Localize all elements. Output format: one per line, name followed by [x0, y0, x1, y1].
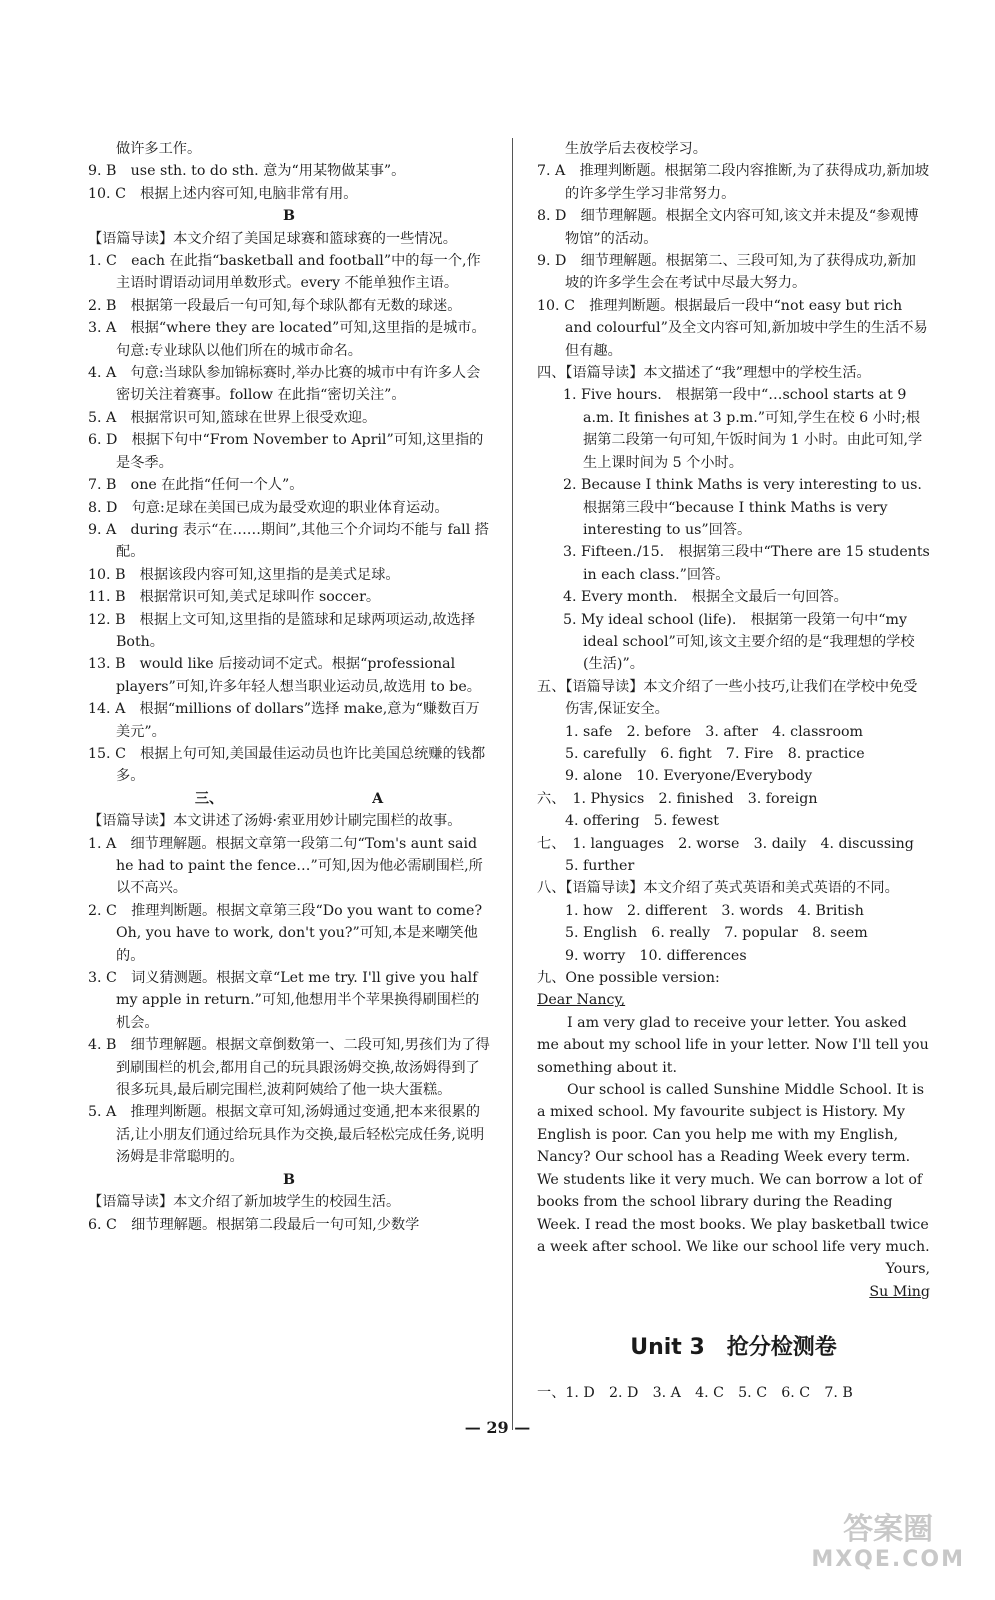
right-text-line: 1. how 2. different 3. words 4. British — [565, 902, 864, 919]
left-text-line: 5. A 推理判断题。根据文章可知,汤姆通过变通,把本来很累的活,让小朋友们通过给玩具作为交换,最后轻松完成任务,说明汤姆是非常聪明的。 — [88, 1104, 485, 1166]
left-text-line: 11. B 根据常识可知,美式足球叫作 soccer。 — [88, 589, 381, 606]
right-text-line: 5. carefully 6. fight 7. Fire 8. practice — [565, 745, 865, 762]
right-text-line: Our school is called Sunshine Middle School. It is a mixed school. My favourite subject is History. My English is poor. Can you help me with my English, Nancy? Our school has a Reading Week every term. We students like it very much. We can borrow a lot of books from the school library during the Reading Week. I read the most books. We play basketball twice a week after school. We like our school life very much. — [537, 1082, 930, 1255]
right-text-line: 生放学后去夜校学习。 — [565, 141, 707, 157]
right-text-line: I am very glad to receive your letter. You asked me about my school life in your letter. Now I'll tell you something about it. — [537, 1014, 929, 1076]
left-text-line: 1. A 细节理解题。根据文章第一段第二句“Tom's aunt said he had to paint the fence…”可知,因为他必需刷围栏,所以不高兴。 — [88, 835, 483, 897]
right-text-line: 4. Every month. 根据全文最后一句回答。 — [563, 589, 848, 606]
column-divider — [512, 138, 513, 1430]
right-text-line: Yours, — [885, 1261, 930, 1278]
right-text-line: 9. alone 10. Everyone/Everybody — [565, 768, 813, 785]
left-text-line: 2. B 根据第一段最后一句可知,每个球队都有无数的球迷。 — [88, 297, 462, 314]
left-text-line: 【语篇导读】本文讲述了汤姆·索亚用妙计刷完围栏的故事。 — [88, 813, 462, 830]
watermark-sub: MXQE.COM — [811, 1547, 965, 1572]
left-text-line: 15. C 根据上句可知,美国最佳运动员也许比美国总统赚的钱都多。 — [88, 745, 486, 785]
left-text-line: 1. C each 在此指“basketball and football”中的每一个,作主语时谓语动词用单数形式。every 不能单独作主语。 — [88, 253, 481, 292]
watermark-logo — [811, 1512, 965, 1575]
unit-title: Unit 3 抢分检测卷 — [630, 1335, 837, 1360]
answers-line: 一、1. D 2. D 3. A 4. C 5. C 6. C 7. B — [537, 1385, 853, 1401]
left-text-line: 4. A 句意:当球队参加锦标赛时,举办比赛的城市中有许多人会密切关注着赛事。follow 在此指“密切关注”。 — [88, 365, 481, 404]
left-text-line: 9. A during 表示“在……期间”,其他三个介词均不能与 fall 搭配。 — [88, 521, 489, 561]
right-text-line: 五、【语篇导读】本文介绍了一些小技巧,让我们在学校中免受伤害,保证安全。 — [537, 678, 918, 718]
left-text-line: 3. A 根据“where they are located”可知,这里指的是城市。句意:专业球队以他们所在的城市命名。 — [88, 320, 486, 359]
right-column — [537, 138, 937, 1303]
right-text-line: 9. worry 10. differences — [565, 947, 747, 964]
left-text-line: 【语篇导读】本文介绍了美国足球赛和篮球赛的一些情况。 — [88, 230, 457, 247]
left-text-line: 6. D 根据下句中“From November to April”可知,这里指的是冬季。 — [88, 432, 484, 471]
left-text-line: 【语篇导读】本文介绍了新加坡学生的校园生活。 — [88, 1194, 401, 1211]
right-text-line: 八、【语篇导读】本文介绍了英式英语和美式英语的不同。 — [537, 880, 899, 897]
left-text-line: 2. C 推理判断题。根据文章第三段“Do you want to come? Oh, you have to work, don't you?”可知,本是来嘲笑他的。 — [88, 902, 483, 964]
left-text-line: 10. C 根据上述内容可知,电脑非常有用。 — [88, 185, 358, 202]
right-text-line: 四、【语篇导读】本文描述了“我”理想中的学校生活。 — [537, 365, 871, 382]
left-text-line: 三、 A — [194, 790, 384, 807]
left-text-line: 12. B 根据上文可知,这里指的是篮球和足球两项运动,故选择 Both。 — [88, 611, 476, 650]
left-text-line: B — [283, 1171, 295, 1188]
left-text-line: 14. A 根据“millions of dollars”选择 make,意为“赚数百万美元”。 — [88, 701, 480, 740]
left-text-line: 10. B 根据该段内容可知,这里指的是美式足球。 — [88, 566, 400, 583]
left-text-line: 9. B use sth. to do sth. 意为“用某物做某事”。 — [88, 163, 406, 180]
left-text-line: 6. C 细节理解题。根据第二段最后一句可知,少数学 — [88, 1216, 420, 1233]
left-text-line: 8. D 句意:足球在美国已成为最受欢迎的职业体育运动。 — [88, 499, 449, 516]
right-text-line: 7. A 推理判断题。根据第二段内容推断,为了获得成功,新加坡的许多学生学习非常努力。 — [537, 163, 930, 202]
left-column — [88, 138, 490, 1236]
left-text-line: 3. C 词义猜测题。根据文章“Let me try. I'll give you half my apple in return.”可知,他想用半个苹果换得刷围栏的机会。 — [88, 970, 480, 1031]
right-text-line: Dear Nancy, — [537, 992, 626, 1009]
watermark-main: 答案圈 — [843, 1512, 934, 1547]
right-text-line: Su Ming — [869, 1283, 930, 1300]
right-text-line: 1. safe 2. before 3. after 4. classroom — [565, 723, 863, 740]
right-text-line: 七、 1. languages 2. worse 3. daily 4. discussing — [537, 835, 914, 852]
right-text-line: 5. English 6. really 7. popular 8. seem — [565, 925, 868, 942]
right-text-line: 4. offering 5. fewest — [565, 813, 720, 830]
right-text-line: 5. further — [565, 858, 635, 874]
right-text-line: 5. My ideal school (life). 根据第一段第一句中“my ideal school”可知,该文主要介绍的是“我理想的学校(生活)”。 — [563, 611, 915, 673]
left-text-line: 做许多工作。 — [116, 141, 202, 157]
right-text-line: 2. Because I think Maths is very interesting to us. 根据第三段中“because I think Maths is very interesting to us”回答。 — [563, 477, 937, 538]
right-text-line: 3. Fifteen./15. 根据第三段中“There are 15 students in each class.”回答。 — [563, 544, 930, 583]
right-text-line: 10. C 推理判断题。根据最后一段中“not easy but rich and colourful”及全文内容可知,新加坡中学生的生活不易但有趣。 — [537, 297, 928, 359]
right-text-line: 1. Five hours. 根据第一段中“…school starts at 9 a.m. It finishes at 3 p.m.”可知,学生在校 6 小时;根据第二段第一句可知,午饭时间为 1 小时。由此可知,学生上课时间为 5 个小时。 — [563, 387, 923, 471]
right-text-line: 六、 1. Physics 2. finished 3. foreign — [537, 790, 818, 807]
left-text-line: 13. B would like 后接动词不定式。根据“professional players”可知,许多年轻人想当职业运动员,故选用 to be。 — [88, 656, 481, 695]
left-text-line: 5. A 根据常识可知,篮球在世界上很受欢迎。 — [88, 409, 377, 426]
left-text-line: B — [283, 208, 295, 225]
left-text-line: 7. B one 在此指“任何一个人”。 — [88, 477, 304, 494]
right-text-line: 九、One possible version: — [537, 970, 720, 987]
right-text-line: 8. D 细节理解题。根据全文内容可知,该文并未提及“参观博物馆”的活动。 — [537, 208, 919, 247]
left-text-line: 4. B 细节理解题。根据文章倒数第一、二段可知,男孩们为了得到刷围栏的机会,都用自己的玩具跟汤姆交换,故汤姆得到了很多玩具,最后刷完围栏,波莉阿姨给了他一块大蛋糕。 — [88, 1037, 490, 1099]
page-number: — 29 — — [464, 1418, 531, 1437]
right-text-line: 9. D 细节理解题。根据第二、三段可知,为了获得成功,新加坡的许多学生会在考试中尽最大努力。 — [537, 253, 916, 292]
